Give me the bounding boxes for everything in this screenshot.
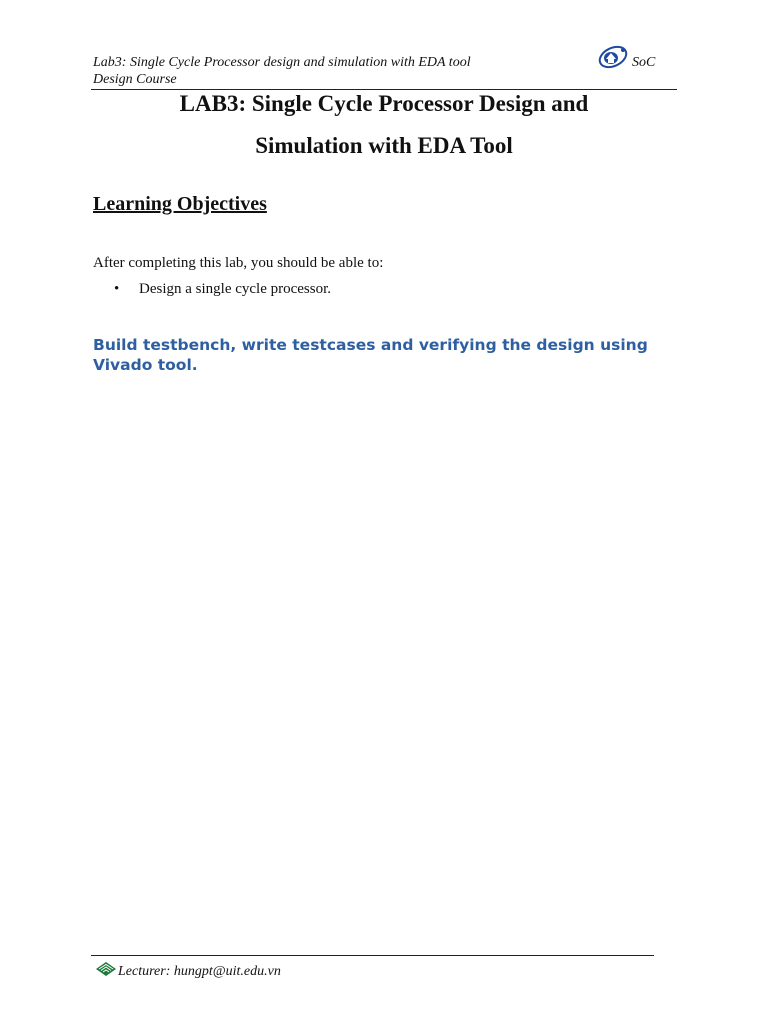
learning-objectives-heading: Learning Objectives [93,193,267,215]
footer-divider [91,955,654,956]
green-logo-icon [95,960,117,978]
testbench-heading: Build testbench, write testcases and verifying the design using Vivado tool. [93,336,648,374]
header-course-line-1: Lab3: Single Cycle Processor design and simulation with EDA tool [93,55,471,70]
page-title-line-1: LAB3: Single Cycle Processor Design and [179,91,589,116]
objectives-list [93,280,331,298]
header-course-line-2: Design Course [93,72,177,87]
footer-lecturer: Lecturer: hungpt@uit.edu.vn [118,964,281,979]
header-soc-tag: SoC [632,55,656,70]
list-item [93,280,331,298]
list-item-text: Design a single cycle processor. [139,281,332,297]
intro-paragraph: After completing this lab, you should be able to: [93,255,384,271]
university-logo-icon [596,44,630,70]
bullet-icon: • [114,281,120,297]
page-title-line-2: Simulation with EDA Tool [255,133,513,158]
page-header [93,54,471,88]
